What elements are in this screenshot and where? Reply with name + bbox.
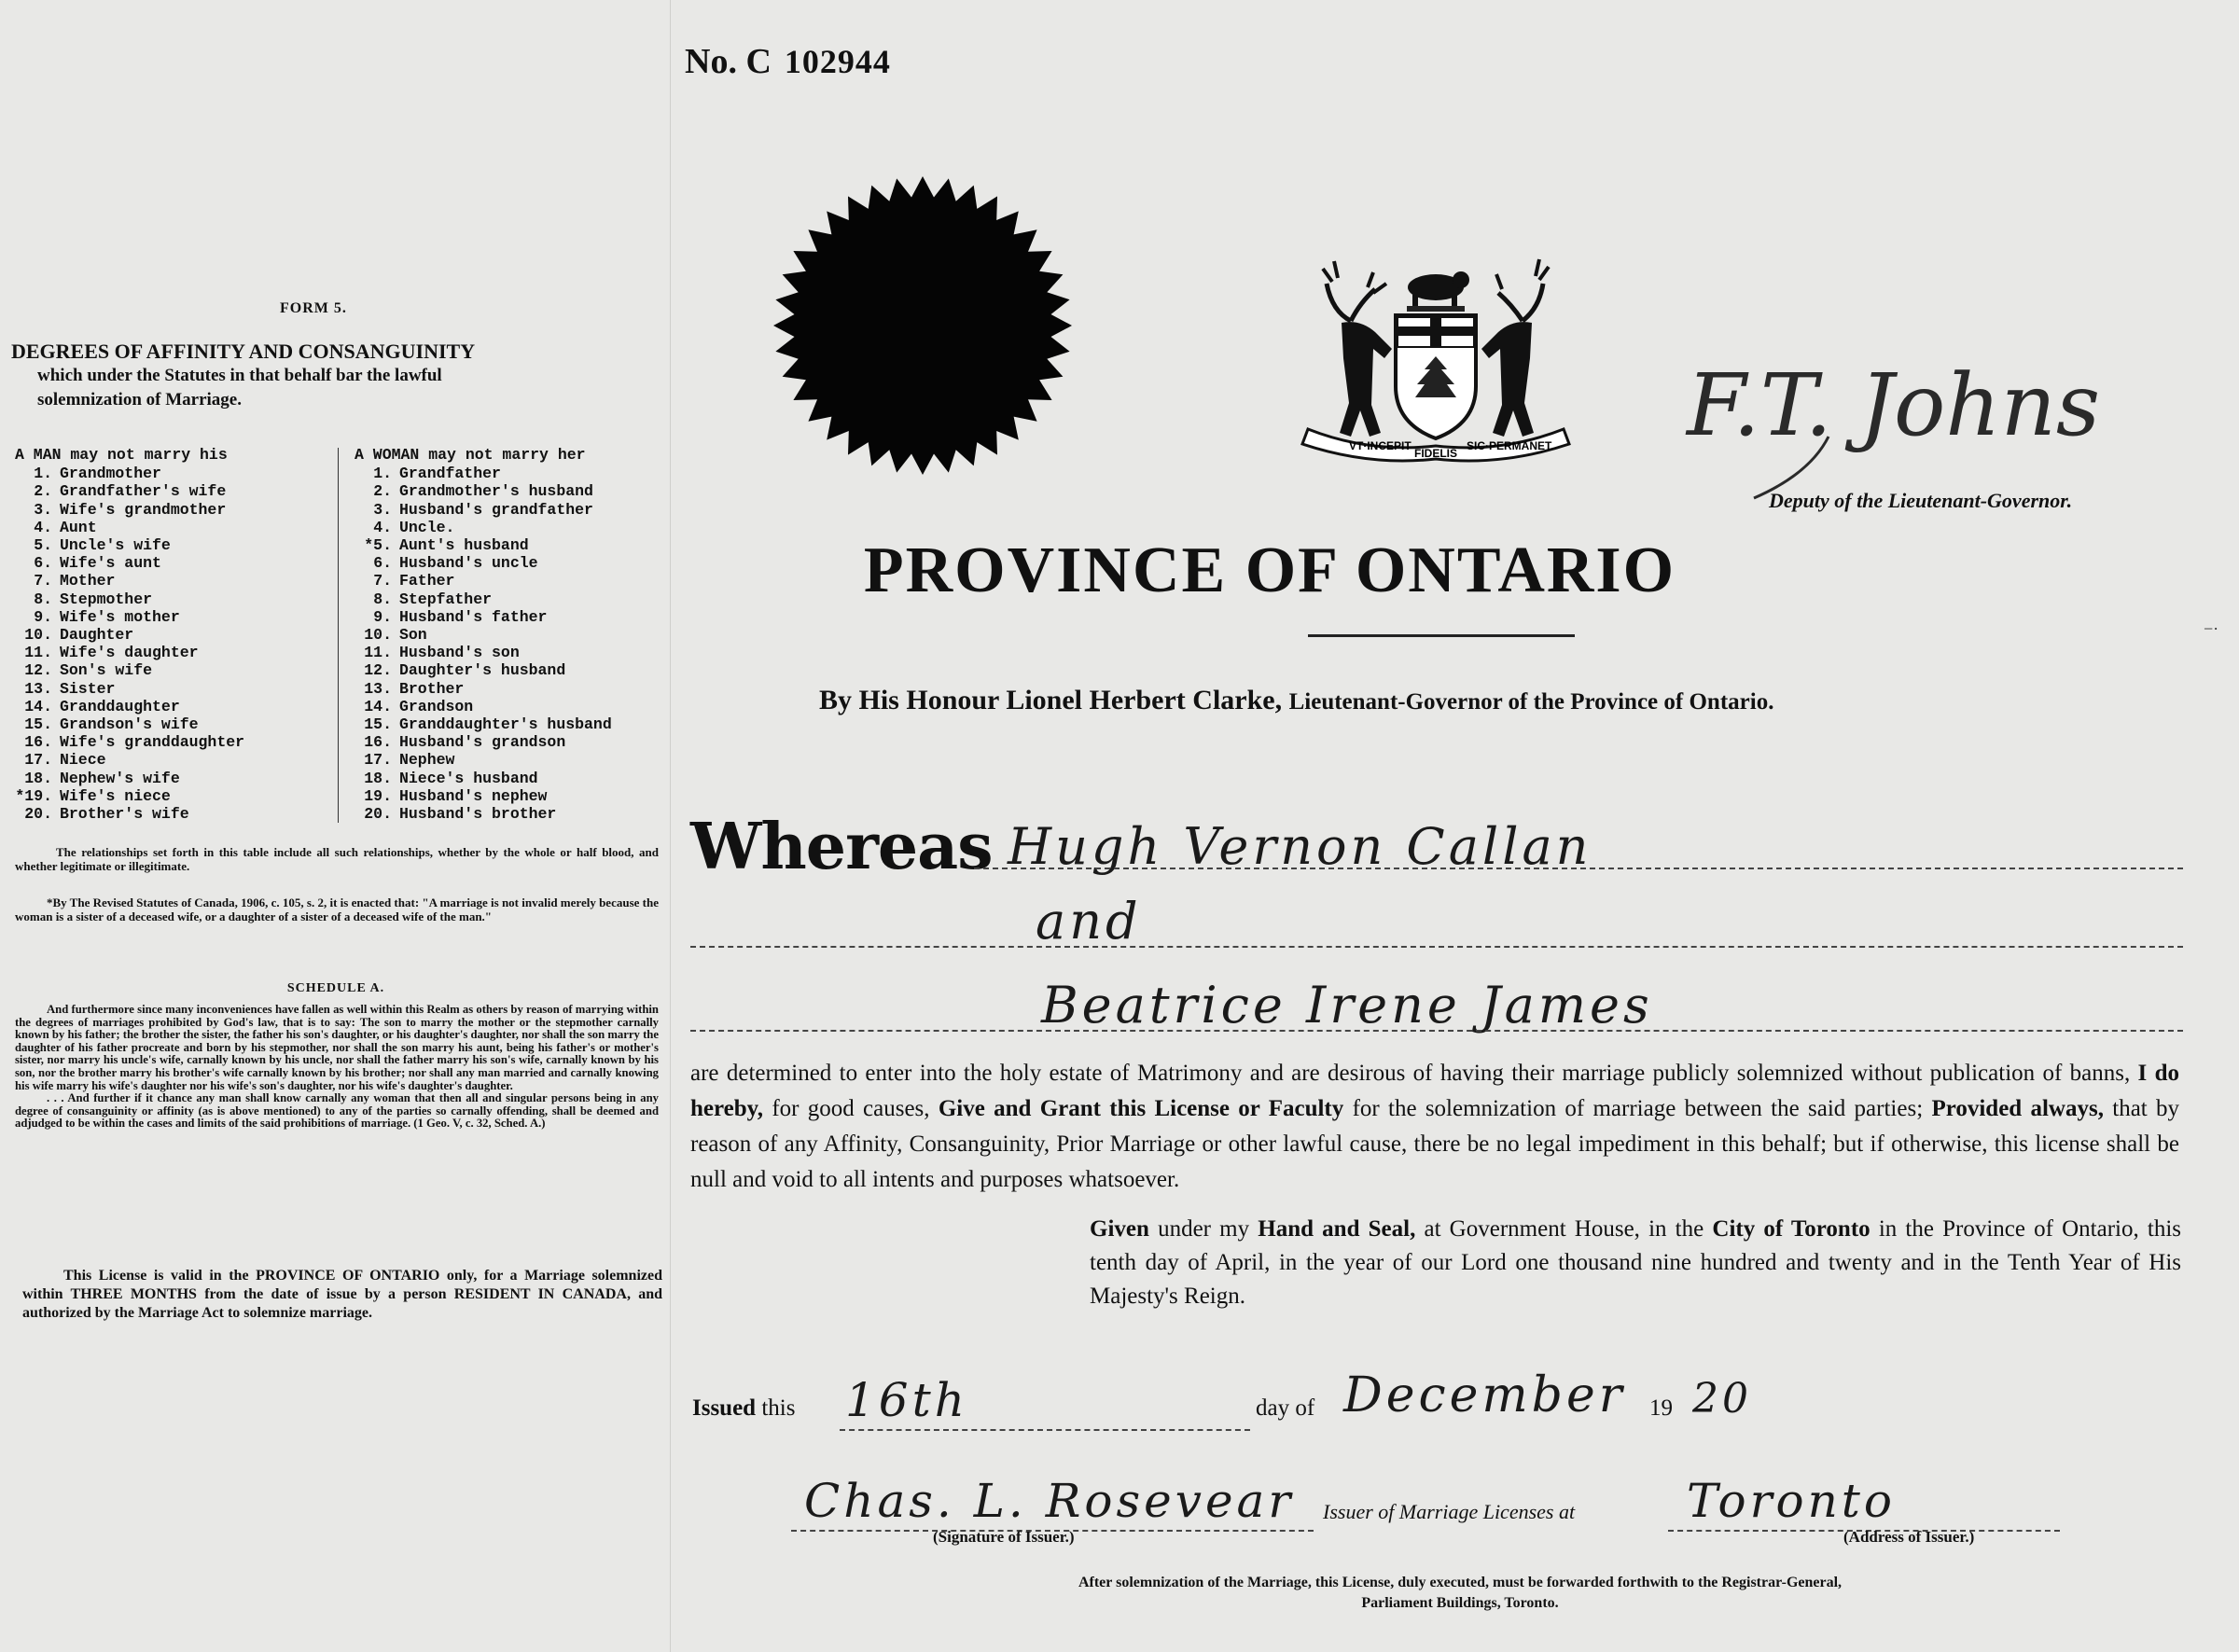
given-bold-1: Given [1090, 1216, 1149, 1242]
woman-item-label: Stepfather [399, 590, 493, 608]
issued-day-line [840, 1429, 1250, 1431]
woman-item-label: Granddaughter's husband [399, 715, 612, 734]
man-item-label: Aunt [60, 518, 97, 536]
man-list-item [15, 465, 327, 482]
woman-item-label: Son [399, 626, 427, 645]
woman-item-number: 9. [373, 607, 392, 626]
woman-item-number: 18. [364, 769, 392, 787]
ontario-coat-of-arms-icon [1295, 246, 1577, 465]
woman-list-item [355, 482, 662, 500]
man-list-item [15, 715, 327, 733]
woman-item-number: 13. [364, 679, 392, 698]
woman-item-number: 12. [364, 661, 392, 680]
motto-center: FIDELIS [1414, 447, 1458, 460]
man-item-label: Mother [60, 572, 116, 590]
year-suffix: 20 [1692, 1375, 1752, 1423]
man-item-number: 14. [24, 697, 52, 715]
man-list-item [15, 626, 327, 644]
address-caption: (Address of Issuer.) [1843, 1528, 1975, 1546]
woman-item-number: 11. [364, 644, 392, 662]
motto-right: SIC·PERMANET [1467, 439, 1552, 452]
woman-list-item [355, 751, 662, 769]
woman-list-item [355, 698, 662, 715]
body-part-2: for good causes, [772, 1096, 930, 1121]
body-part-3: for the solemnization of marriage between the said parties; [1352, 1096, 1924, 1121]
issued-word: Issued [692, 1395, 757, 1421]
woman-item-label: Grandfather [399, 465, 501, 483]
woman-item-label: Nephew [399, 751, 455, 770]
woman-item-label: Uncle. [399, 518, 455, 536]
woman-item-label: Daughter's husband [399, 661, 566, 680]
man-list-item [15, 698, 327, 715]
man-item-number: 16. [24, 733, 52, 752]
groom-line [974, 868, 2183, 869]
woman-item-number: 19. [364, 786, 392, 805]
issued-month: December [1343, 1367, 1626, 1423]
man-list-item [15, 805, 327, 823]
bride-line [690, 1030, 2183, 1032]
given-under-text [1090, 1213, 2181, 1313]
woman-item-number: *5. [364, 536, 392, 555]
woman-list-item [355, 733, 662, 751]
woman-item-number: 10. [364, 626, 392, 645]
man-list-header: A MAN may not marry his [15, 446, 228, 464]
woman-item-label: Aunt's husband [399, 536, 529, 555]
by-his-honour-line [819, 685, 2125, 716]
woman-item-number: 17. [364, 751, 392, 770]
deputy-caption: Deputy of the Lieutenant-Governor. [1769, 489, 2073, 512]
man-item-label: Wife's daughter [60, 644, 199, 662]
signature-caption: (Signature of Issuer.) [933, 1528, 1075, 1546]
table-divider [338, 448, 339, 823]
woman-item-label: Husband's grandson [399, 733, 566, 752]
body-bold-2: Give and Grant this License or Faculty [938, 1096, 1344, 1121]
issued-this: this [761, 1395, 796, 1421]
man-list-item [15, 733, 327, 751]
woman-item-number: 15. [364, 715, 392, 734]
certificate-number [685, 41, 891, 82]
man-item-number: 18. [24, 769, 52, 787]
man-item-label: Wife's mother [60, 607, 180, 626]
issuer-signature: Chas. L. Rosevear [804, 1474, 1295, 1528]
issuer-label: Issuer of Marriage Licenses at [1323, 1500, 1576, 1523]
man-list-item [15, 751, 327, 769]
year-prefix: 19 [1649, 1395, 1673, 1421]
man-item-label: Stepmother [60, 590, 153, 608]
given-part-1: under my [1158, 1216, 1250, 1242]
man-list-item [15, 661, 327, 679]
man-list-item [15, 644, 327, 661]
woman-item-label: Grandson [399, 697, 474, 715]
woman-item-label: Husband's uncle [399, 554, 538, 573]
issued-label [692, 1395, 795, 1422]
man-item-label: Wife's niece [60, 786, 171, 805]
form-label: FORM 5. [280, 300, 347, 316]
man-item-number: 10. [24, 626, 52, 645]
man-item-label: Uncle's wife [60, 536, 171, 555]
man-list-item [15, 770, 327, 787]
man-item-number: 13. [24, 679, 52, 698]
man-item-number: 7. [34, 572, 52, 590]
man-item-label: Son's wife [60, 661, 153, 680]
woman-item-label: Husband's father [399, 607, 548, 626]
black-seal-icon [772, 175, 1073, 476]
woman-list-item [355, 805, 662, 823]
schedule-text [15, 1004, 659, 1131]
woman-item-label: Husband's brother [399, 805, 557, 824]
woman-item-number: 8. [373, 590, 392, 608]
whereas-heading: Whereas [690, 810, 993, 884]
degrees-title-line3: solemnization of Marriage. [37, 390, 242, 410]
validity-statement: This License is valid in the PROVINCE OF ONTARIO only, for a Marriage solemnized within THREE MONTHS from the date of issue by a person RESIDENT IN CANADA, and authorized by the Marriage Act to solemnize marriage. [22, 1268, 662, 1321]
by-honour-name: By His Honour Lionel Herbert Clarke, [819, 685, 1283, 715]
man-item-label: Wife's aunt [60, 554, 161, 573]
certificate-number-prefix: No. C [685, 42, 772, 81]
man-item-label: Grandfather's wife [60, 482, 227, 501]
woman-item-number: 7. [373, 572, 392, 590]
man-list-item [15, 680, 327, 698]
man-list-item [15, 608, 327, 626]
certificate-number-value: 102944 [784, 43, 891, 80]
woman-prohibited-list [355, 446, 662, 823]
man-list-item [15, 787, 327, 805]
man-item-label: Grandson's wife [60, 715, 199, 734]
schedule-title: SCHEDULE A. [286, 981, 385, 995]
man-item-number: 4. [34, 518, 52, 536]
man-item-number: 9. [34, 607, 52, 626]
woman-item-number: 6. [373, 554, 392, 573]
man-item-label: Daughter [60, 626, 134, 645]
man-item-number: 1. [34, 465, 52, 483]
day-of-label: day of [1256, 1395, 1315, 1421]
woman-list-item [355, 715, 662, 733]
motto-left: VT·INCEPIT [1349, 439, 1412, 452]
given-bold-3: City of Toronto [1712, 1216, 1870, 1242]
body-part-4: that by reason of any Affinity, Consanguinity, Prior Marriage or other lawful cause, there be no legal impediment in this behalf; but if otherwise, this license shall be null and void to all intents and purposes whatsoever. [690, 1096, 2180, 1192]
schedule-paragraph-1: And furthermore since many inconveniences have fallen as well within this Realm as others by reason of marrying within the degrees of marriages prohibited by God's law, that is to say: The son to marry the mother or the stepmother carnally known by his father; the brother the sister, the father his son's daughter, or his daughter's daughter, nor shall the son marry the daughter of his father procreate and born by his stepmother, nor shall the son marry his aunt, being his father's or mother's sister, nor marry his uncle's wife, carnally known by his uncle, nor shall the father marry his son's wife, carnally known by his son, nor the brother marry his brother's wife carnally known by his brother; nor shall any man married and carnally knowing his wife marry his wife's daughter nor his wife's son's daughter, nor his wife's daughter's daughter. [15, 1003, 659, 1092]
woman-item-number: 16. [364, 733, 392, 752]
man-prohibited-list [15, 446, 327, 823]
woman-item-number: 2. [373, 482, 392, 501]
page-fold-line [670, 0, 671, 1652]
woman-item-label: Husband's son [399, 644, 520, 662]
man-item-number: 11. [24, 644, 52, 662]
woman-list-item [355, 626, 662, 644]
woman-item-label: Father [399, 572, 455, 590]
bride-name: Beatrice Irene James [1041, 976, 1653, 1034]
man-item-label: Granddaughter [60, 697, 180, 715]
man-item-label: Grandmother [60, 465, 161, 483]
woman-item-number: 4. [373, 518, 392, 536]
degrees-title-line1: DEGREES OF AFFINITY AND CONSANGUINITY [11, 340, 476, 363]
footer-line-1: After solemnization of the Marriage, this License, duly executed, must be forwarded forthwith to the Registrar-General, [1078, 1575, 1843, 1590]
and-line [690, 946, 2183, 948]
man-item-number: 3. [34, 500, 52, 519]
body-bold-3: Provided always, [1931, 1096, 2104, 1121]
man-item-number: 6. [34, 554, 52, 573]
degrees-title [11, 340, 655, 412]
issuer-place: Toronto [1687, 1474, 1896, 1528]
edge-mark-icon: −· [2204, 619, 2219, 638]
woman-item-number: 3. [373, 500, 392, 519]
woman-list-header: A WOMAN may not marry her [355, 446, 586, 464]
woman-item-label: Niece's husband [399, 769, 538, 787]
deputy-signature-text: F.T. Johns [1687, 355, 2101, 455]
woman-item-label: Grandmother's husband [399, 482, 593, 501]
body-part-1: are determined to enter into the holy estate of Matrimony and are desirous of having their marriage publicly solemnized without publication of banns, [690, 1061, 2131, 1086]
deputy-signature [1679, 315, 2164, 502]
man-list-item [15, 501, 327, 519]
man-item-number: 17. [24, 751, 52, 770]
woman-list-item [355, 644, 662, 661]
woman-item-number: 1. [373, 465, 392, 483]
footer-instructions [0, 1573, 2239, 1614]
schedule-paragraph-2: . . . And further if it chance any man shall know carnally any woman that then all and singular persons being in any degree of consanguinity or affinity (as is above mentioned) to any of the parties so carnally offending, shall be deemed and adjudged to be within the cases and limits of the said prohibitions of marriage. (1 Geo. V, c. 32, Sched. A.) [15, 1091, 659, 1131]
man-item-number: 12. [24, 661, 52, 680]
woman-list-item [355, 787, 662, 805]
degrees-title-line2: which under the Statutes in that behalf bar the lawful [37, 366, 442, 385]
province-title: PROVINCE OF ONTARIO [863, 534, 1676, 606]
given-bold-2: Hand and Seal, [1258, 1216, 1416, 1242]
statute-note: *By The Revised Statutes of Canada, 1906, c. 105, s. 2, it is enacted that: "A marriage is not invalid merely because the woman is a sister of a deceased wife, or a daughter of a sister of a deceased wife of the man." [15, 895, 659, 923]
man-item-number: 20. [24, 805, 52, 824]
man-item-number: *19. [15, 786, 52, 805]
issued-day: 16th [845, 1373, 968, 1427]
groom-name: Hugh Vernon Callan [1008, 817, 1592, 876]
man-item-number: 5. [34, 536, 52, 555]
by-honour-role: Lieutenant-Governor of the Province of Ontario. [1288, 689, 1774, 715]
man-item-label: Wife's granddaughter [60, 733, 245, 752]
man-item-label: Niece [60, 751, 106, 770]
man-item-number: 15. [24, 715, 52, 734]
woman-list-item [355, 465, 662, 482]
man-list-item [15, 482, 327, 500]
footer-line-2: Parliament Buildings, Toronto. [1361, 1595, 1559, 1611]
given-part-2: at Government House, in the [1424, 1216, 1704, 1242]
man-item-label: Brother's wife [60, 805, 189, 824]
man-item-number: 2. [34, 482, 52, 501]
woman-item-label: Brother [399, 679, 465, 698]
license-body-text [690, 1056, 2179, 1198]
woman-list-item [355, 680, 662, 698]
woman-item-label: Husband's nephew [399, 786, 548, 805]
woman-item-number: 20. [364, 805, 392, 824]
man-item-label: Sister [60, 679, 116, 698]
woman-list-item [355, 770, 662, 787]
man-item-label: Wife's grandmother [60, 500, 227, 519]
woman-list-item [355, 608, 662, 626]
body-bold-1: I do hereby, [690, 1061, 2179, 1121]
woman-item-label: Husband's grandfather [399, 500, 593, 519]
given-part-3: in the Province of Ontario, this tenth day of April, in the year of our Lord one thousand nine hundred and twenty and in the Tenth Year of His Majesty's Reign. [1090, 1216, 2182, 1309]
relationships-note: The relationships set forth in this table include all such relationships, whether by the whole or half blood, and whether legitimate or illegitimate. [15, 845, 659, 873]
man-item-number: 8. [34, 590, 52, 608]
and-text: and [1036, 892, 1142, 951]
title-rule [1308, 634, 1575, 637]
woman-item-number: 14. [364, 697, 392, 715]
woman-list-item [355, 661, 662, 679]
woman-list-item [355, 501, 662, 519]
man-item-label: Nephew's wife [60, 769, 180, 787]
